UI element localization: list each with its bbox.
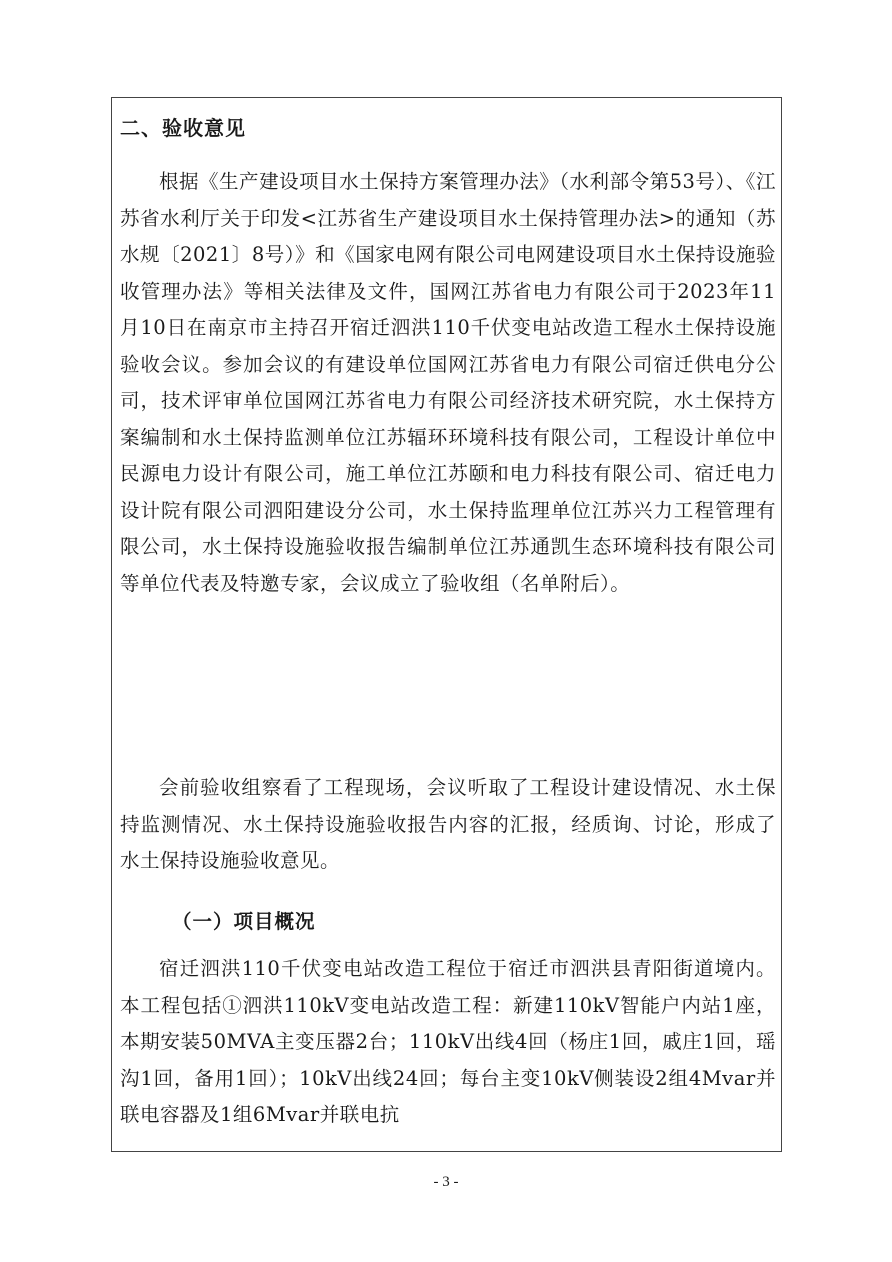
subsection-heading: （一）项目概况 — [172, 910, 316, 933]
section-heading: 二、验收意见 — [120, 116, 246, 140]
page-number: - 3 - — [433, 1174, 459, 1190]
paragraph-meeting-summary: 会前验收组察看了工程现场，会议听取了工程设计建设情况、水土保持监测情况、水土保持设施验收报告内容的汇报，经质询、讨论，形成了水土保持设施验收意见。 — [120, 776, 776, 872]
paragraph-legal-basis: 根据《生产建设项目水土保持方案管理办法》（水利部令第53号）、《江苏省水利厅关于印发<江苏省生产建设项目水土保持管理办法>的通知（苏水规〔2021〕8号）》和《国家电网有限公司电网建设项目水土保持设施验收管理办法》等相关法律及文件，国网江苏省电力有限公司于2023年11月10日在南京市主持召开宿迁泗洪110千伏变电站改造工程水土保持设施验收会议。参加会议的有建设单位国网江苏省电力有限公司宿迁供电分公司，技术评审单位国网江苏省电力有限公司经济技术研究院，水土保持方案编制和水土保持监测单位江苏辐环环境科技有限公司，工程设计单位中民源电力设计有限公司，施工单位江苏颐和电力科技有限公司、宿迁电力设计院有限公司泗阳建设分公司，水土保持监理单位江苏兴力工程管理有限公司，水土保持设施验收报告编制单位江苏通凯生态环境科技有限公司等单位代表及特邀专家，会议成立了验收组（名单附后）。 — [120, 170, 776, 595]
paragraph-project-overview: 宿迁泗洪110千伏变电站改造工程位于宿迁市泗洪县青阳街道境内。本工程包括①泗洪110kV变电站改造工程：新建110kV智能户内站1座，本期安装50MVA主变压器2台；110kV出线4回（杨庄1回，戚庄1回，瑶沟1回，备用1回）；10kV出线24回；每台主变10kV侧装设2组4Mvar并联电容器及1组6Mvar并联电抗 — [120, 957, 776, 1126]
document-frame — [111, 97, 782, 1152]
